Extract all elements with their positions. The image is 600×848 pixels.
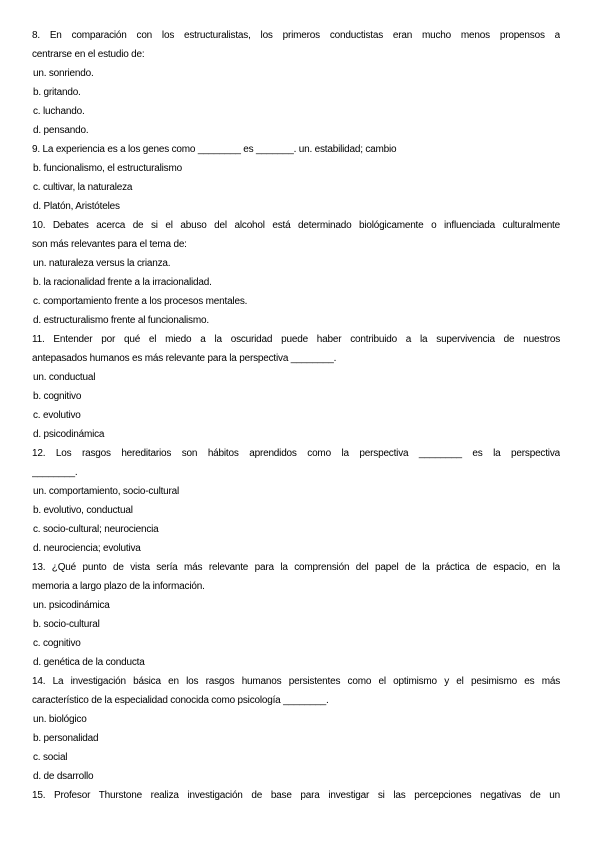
q14-option-c: c. social xyxy=(33,752,68,763)
q10-option-d: d. estructuralismo frente al funcionalismo. xyxy=(33,315,209,326)
q12-option-c: c. socio-cultural; neurociencia xyxy=(33,524,159,535)
q13-option-d: d. genética de la conducta xyxy=(33,657,145,668)
q12-option-b: b. evolutivo, conductual xyxy=(33,505,133,516)
question-8-line-1: 8. En comparación con los estructuralistas, los primeros conductistas eran mucho menos propensos a xyxy=(32,30,560,41)
question-10-line-1: 10. Debates acerca de si el abuso del alcohol está determinado biológicamente o influenciada culturalmente xyxy=(32,220,560,231)
question-14-line-1: 14. La investigación básica en los rasgos humanos persistentes como el optimismo y el pesimismo es más xyxy=(32,676,560,687)
q9-option-b: b. funcionalismo, el estructuralismo xyxy=(33,163,182,174)
q10-option-b: b. la racionalidad frente a la irracionalidad. xyxy=(33,277,212,288)
question-13-line-2: memoria a largo plazo de la información. xyxy=(32,581,205,592)
question-10-line-2: son más relevantes para el tema de: xyxy=(32,239,187,250)
q11-option-a: un. conductual xyxy=(33,372,96,383)
q11-option-c: c. evolutivo xyxy=(33,410,81,421)
q8-option-b: b. gritando. xyxy=(33,87,81,98)
question-12-line-1: 12. Los rasgos hereditarios son hábitos aprendidos como la perspectiva ________ es la perspectiva xyxy=(32,448,560,459)
question-9-line-1: 9. La experiencia es a los genes como ________ es _______. un. estabilidad; cambio xyxy=(32,144,397,155)
q13-option-b: b. socio-cultural xyxy=(33,619,100,630)
question-15-line-1: 15. Profesor Thurstone realiza investigación de base para investigar si las percepciones negativas de un xyxy=(32,790,560,801)
q12-option-d: d. neurociencia; evolutiva xyxy=(33,543,141,554)
q13-option-a: un. psicodinámica xyxy=(33,600,110,611)
q9-option-d: d. Platón, Aristóteles xyxy=(33,201,120,212)
q8-option-c: c. luchando. xyxy=(33,106,85,117)
q10-option-a: un. naturaleza versus la crianza. xyxy=(33,258,171,269)
question-13-line-1: 13. ¿Qué punto de vista sería más relevante para la comprensión del papel de la práctica de espacio, en la xyxy=(32,562,560,573)
q11-option-d: d. psicodinámica xyxy=(33,429,105,440)
q14-option-b: b. personalidad xyxy=(33,733,99,744)
question-11-line-2: antepasados humanos es más relevante para la perspectiva ________. xyxy=(32,353,337,364)
q13-option-c: c. cognitivo xyxy=(33,638,81,649)
question-11-line-1: 11. Entender por qué el miedo a la oscuridad puede haber contribuido a la supervivencia de nuestros xyxy=(32,334,560,345)
q14-option-d: d. de dsarrollo xyxy=(33,771,94,782)
q14-option-a: un. biológico xyxy=(33,714,87,725)
question-12-line-2: ________. xyxy=(32,467,78,478)
q8-option-a: un. sonriendo. xyxy=(33,68,94,79)
question-14-line-2: característico de la especialidad conocida como psicología ________. xyxy=(32,695,329,706)
q8-option-d: d. pensando. xyxy=(33,125,89,136)
q12-option-a: un. comportamiento, socio-cultural xyxy=(33,486,180,497)
q10-option-c: c. comportamiento frente a los procesos mentales. xyxy=(33,296,248,307)
q9-option-c: c. cultivar, la naturaleza xyxy=(33,182,133,193)
q11-option-b: b. cognitivo xyxy=(33,391,82,402)
question-8-line-2: centrarse en el estudio de: xyxy=(32,49,145,60)
